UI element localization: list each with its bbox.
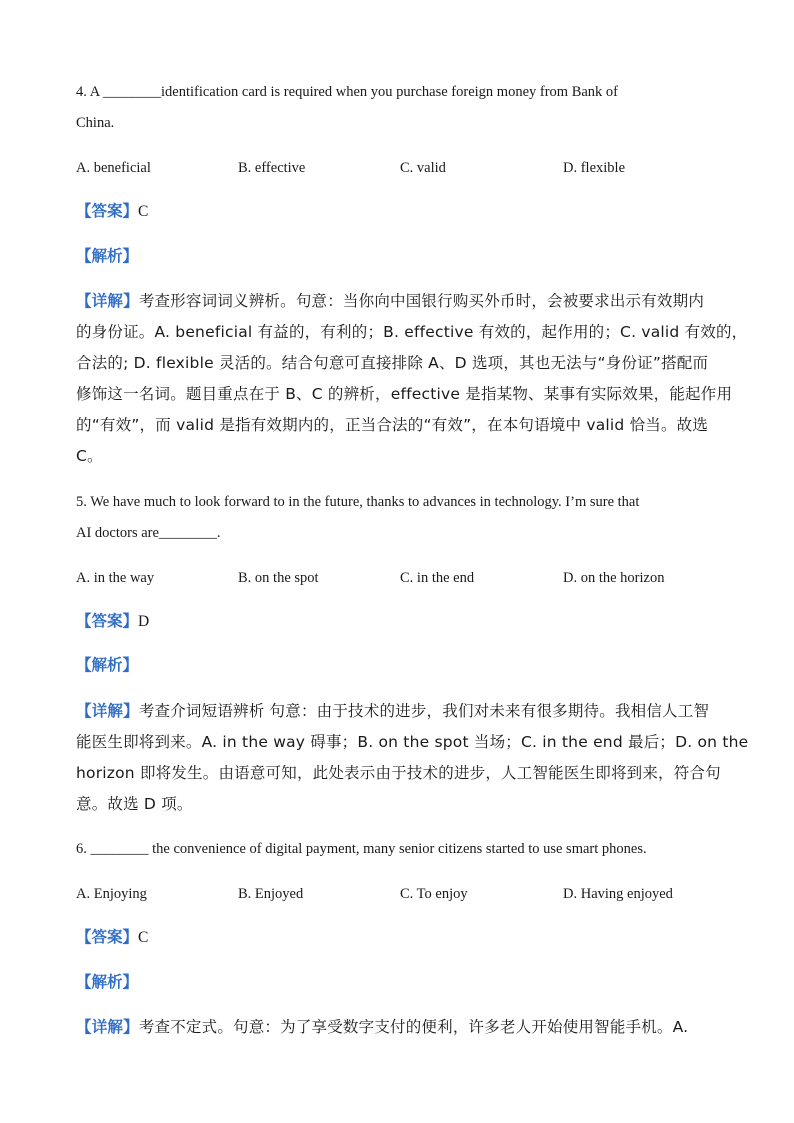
q5-detail-line4: 意。故选 D 项。 <box>76 795 193 813</box>
detail-label: 【详解】 <box>76 702 139 720</box>
q4-detail-line1: 【详解】考查形容词词义辨析。句意：当你向中国银行购买外币时，会被要求出示有效期内 <box>76 292 705 310</box>
q4-detail-line5: 的“有效”，而 valid 是指有效期内的，正当合法的“有效”，在本句语境中 valid 恰当。故选 <box>76 416 709 434</box>
q6-analysis-label <box>76 972 138 992</box>
q4-answer <box>76 201 148 222</box>
q6-answer <box>76 927 148 948</box>
answer-label: 【答案】 <box>76 202 139 220</box>
q6-option-b: B. Enjoyed <box>238 886 304 902</box>
answer-value: D <box>138 613 150 630</box>
q4-option-c: C. valid <box>400 160 446 176</box>
q4-detail-line4: 修饰这一名词。题目重点在于 B、C 的辨析，effective 是指某物、某事有实际效果，能起作用 <box>76 385 733 403</box>
q5-answer <box>76 611 149 632</box>
answer-label: 【答案】 <box>76 928 139 946</box>
analysis-label: 【解析】 <box>76 247 139 265</box>
answer-value: C <box>138 203 149 220</box>
answer-value: C <box>138 929 149 946</box>
q5-stem-line2: AI doctors are________. <box>76 525 221 541</box>
q4-option-d: D. flexible <box>563 160 626 176</box>
q4-option-a: A. beneficial <box>76 160 151 176</box>
q5-detail-line1: 【详解】考查介词短语辨析 句意：由于技术的进步，我们对未来有很多期待。我相信人工智 <box>76 702 710 720</box>
q6-detail-line1: 【详解】考查不定式。句意：为了享受数字支付的便利，许多老人开始使用智能手机。A. <box>76 1018 689 1036</box>
q5-option-d: D. on the horizon <box>563 570 665 586</box>
q4-stem-line1: 4. A ________identification card is required when you purchase foreign money from Bank of <box>76 84 619 100</box>
q5-stem-line1: 5. We have much to look forward to in the future, thanks to advances in technology. I’m sure that <box>76 494 640 510</box>
q5-detail-line2: 能医生即将到来。A. in the way 碍事；B. on the spot 当场；C. in the end 最后；D. on the <box>76 733 749 751</box>
detail-label: 【详解】 <box>76 292 139 310</box>
q5-analysis-label <box>76 655 138 675</box>
q4-detail-line6: C。 <box>76 447 103 465</box>
q4-analysis-label <box>76 246 138 266</box>
q5-detail-line3: horizon 即将发生。由语意可知，此处表示由于技术的进步，人工智能医生即将到来，符合句 <box>76 764 721 782</box>
q4-stem-line2: China. <box>76 115 115 131</box>
q5-option-a: A. in the way <box>76 570 155 586</box>
detail-label: 【详解】 <box>76 1018 139 1036</box>
q6-option-a: A. Enjoying <box>76 886 147 902</box>
q5-option-c: C. in the end <box>400 570 475 586</box>
analysis-label: 【解析】 <box>76 973 139 991</box>
analysis-label: 【解析】 <box>76 656 139 674</box>
q5-option-b: B. on the spot <box>238 570 319 586</box>
q4-option-b: B. effective <box>238 160 306 176</box>
q6-option-d: D. Having enjoyed <box>563 886 673 902</box>
answer-label: 【答案】 <box>76 612 139 630</box>
q4-detail-line2: 的身份证。A. beneficial 有益的，有利的；B. effective 有效的，起作用的；C. valid 有效的， <box>76 323 748 341</box>
q4-detail-line3: 合法的; D. flexible 灵活的。结合句意可直接排除 A、D 选项，其也无法与“身份证”搭配而 <box>76 354 709 372</box>
q6-option-c: C. To enjoy <box>400 886 468 902</box>
q6-stem-line1: 6. ________ the convenience of digital payment, many senior citizens started to use smart phones. <box>76 841 647 857</box>
